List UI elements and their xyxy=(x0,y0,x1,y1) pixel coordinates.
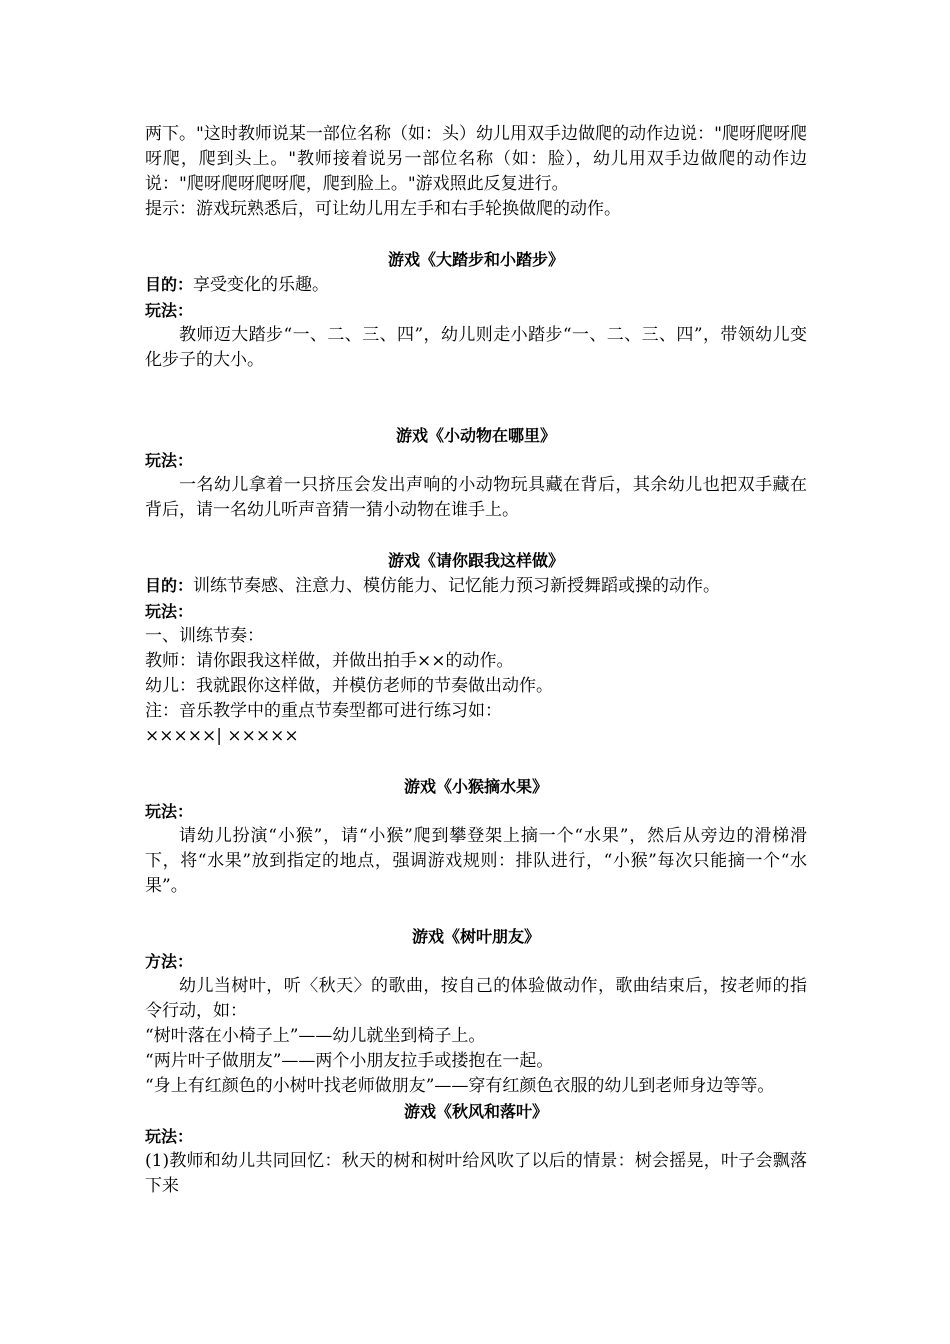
goal-label: 目的： xyxy=(145,275,194,294)
goal-text: 享受变化的乐趣。 xyxy=(193,275,330,295)
game3-goal xyxy=(145,573,807,599)
game5-method-label: 方法： xyxy=(145,952,194,971)
game6-play-label: 玩法： xyxy=(145,1127,194,1146)
game3-line: 注：音乐教学中的重点节奏型都可进行练习如： xyxy=(145,701,502,721)
game1-goal xyxy=(145,272,807,298)
spacer xyxy=(145,523,807,548)
spacer xyxy=(145,222,807,247)
goal-text: 训练节奏感、注意力、模仿能力、记忆能力预习新授舞蹈或操的动作。 xyxy=(193,576,721,596)
game4-play-text: 请幼儿扮演“小猴”，请“小猴”爬到攀登架上摘一个“水果”，然后从旁边的滑梯滑下，将“水果”放到指定的地点，强调游戏规则：排队进行，“小猴”每次只能摘一个“水果”。 xyxy=(145,826,807,896)
game5-line: “两片叶子做朋友”——两个小朋友拉手或搂抱在一起。 xyxy=(145,1051,554,1071)
game1-play-label: 玩法： xyxy=(145,301,194,320)
game3-rhythm: ×××××| ××××× xyxy=(145,726,299,746)
spacer xyxy=(145,899,807,924)
spacer xyxy=(145,749,807,774)
game4-title: 游戏《小猴摘水果》 xyxy=(403,777,548,796)
game3-line: 幼儿：我就跟你这样做，并模仿老师的节奏做出动作。 xyxy=(145,676,553,696)
intro-paragraph: 两下。"这时教师说某一部位名称（如：头）幼儿用双手边做爬的动作边说："爬呀爬呀爬呀爬，爬到头上。"教师接着说另一部位名称（如：脸），幼儿用双手边做爬的动作边说："爬呀爬呀爬呀爬，爬到脸上。"游戏照此反复进行。 xyxy=(145,124,807,194)
goal-label: 目的： xyxy=(145,576,194,595)
spacer xyxy=(145,373,807,423)
game1-title: 游戏《大踏步和小踏步》 xyxy=(387,250,564,269)
game3-title: 游戏《请你跟我这样做》 xyxy=(387,551,564,570)
game5-line: “身上有红颜色的小树叶找老师做朋友”——穿有红颜色衣服的幼儿到老师身边等等。 xyxy=(145,1076,775,1096)
game5-method-text: 幼儿当树叶，听〈秋天〉的歌曲，按自己的体验做动作，歌曲结束后，按老师的指令行动，如： xyxy=(145,976,807,1021)
game5-title: 游戏《树叶朋友》 xyxy=(411,927,540,946)
intro-tip: 提示：游戏玩熟悉后，可让幼儿用左手和右手轮换做爬的动作。 xyxy=(145,199,621,219)
game2-play-label: 玩法： xyxy=(145,451,194,470)
game6-play-text: (1)教师和幼儿共同回忆：秋天的树和树叶给风吹了以后的情景：树会摇晃，叶子会飘落下来 xyxy=(145,1151,807,1196)
game2-play-text: 一名幼儿拿着一只挤压会发出声响的小动物玩具藏在背后，其余幼儿也把双手藏在背后，请一名幼儿听声音猜一猜小动物在谁手上。 xyxy=(145,475,807,520)
game2-title: 游戏《小动物在哪里》 xyxy=(395,426,556,445)
game6-title: 游戏《秋风和落叶》 xyxy=(403,1102,548,1121)
game1-play-text: 教师迈大踏步“一、二、三、四”，幼儿则走小踏步“一、二、三、四”，带领幼儿变化步子的大小。 xyxy=(145,325,807,370)
game3-line: 一、训练节奏： xyxy=(145,626,264,646)
document-page xyxy=(145,122,807,1199)
game4-play-label: 玩法： xyxy=(145,802,194,821)
game3-line: 教师：请你跟我这样做，并做出拍手××的动作。 xyxy=(145,651,514,671)
game5-line: “树叶落在小椅子上”——幼儿就坐到椅子上。 xyxy=(145,1026,486,1046)
game3-play-label: 玩法： xyxy=(145,602,194,621)
